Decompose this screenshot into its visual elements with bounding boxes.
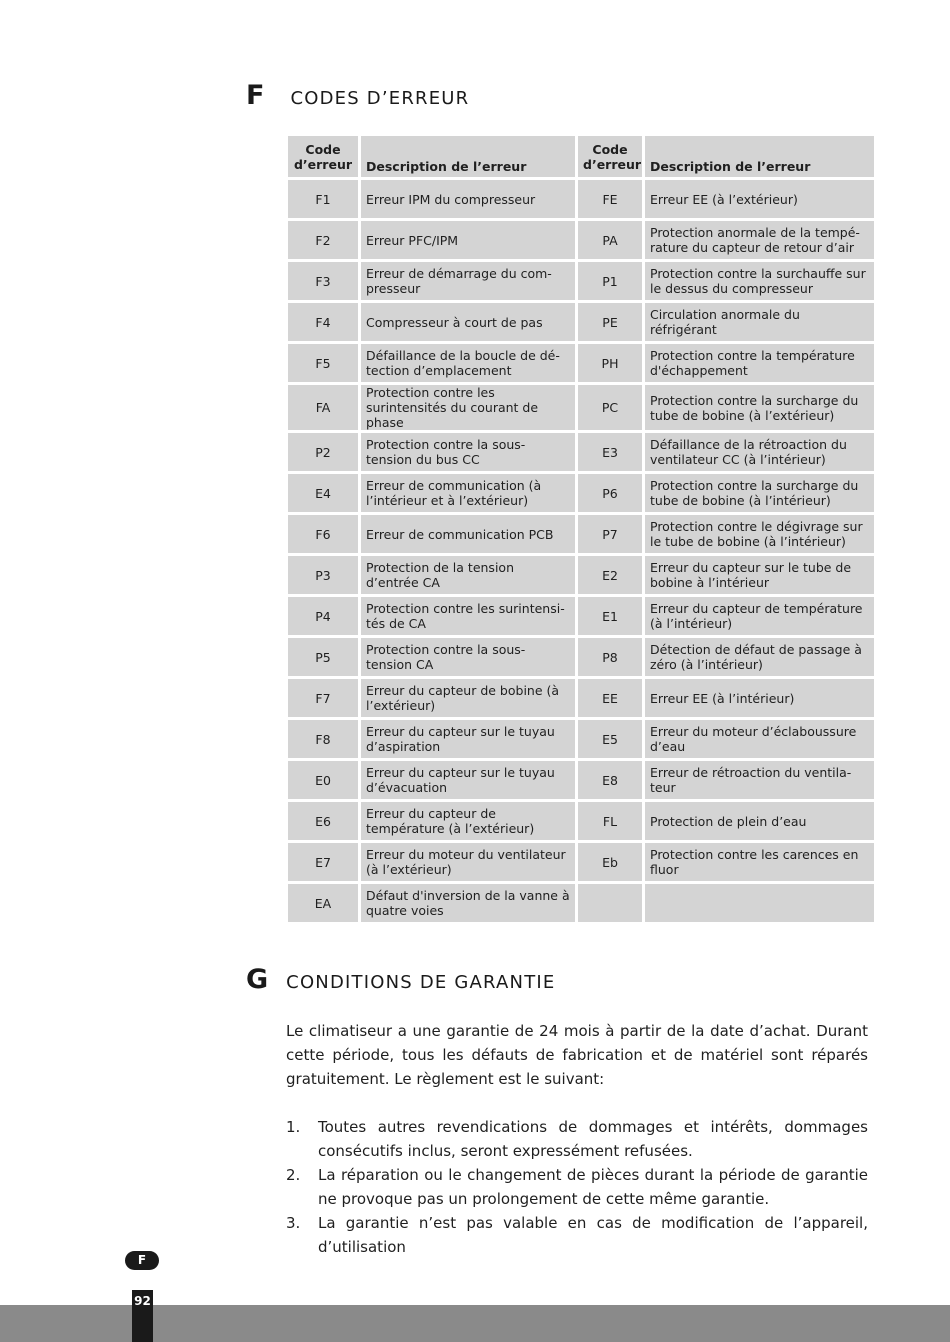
error-code-left: F7 xyxy=(288,679,358,717)
error-code-table xyxy=(285,133,877,925)
error-code-left: E6 xyxy=(288,802,358,840)
error-code-left: P4 xyxy=(288,597,358,635)
error-code-right: FE xyxy=(578,180,642,218)
error-description-right: Erreur du capteur sur le tube de bobine à l’intérieur xyxy=(645,556,874,594)
table-row xyxy=(288,597,874,635)
error-code-right: E1 xyxy=(578,597,642,635)
error-description-left: Défaut d'inversion de la vanne à quatre voies xyxy=(361,884,575,922)
table-row xyxy=(288,720,874,758)
table-row xyxy=(288,262,874,300)
error-description-right: Circulation anormale du réfrigérant xyxy=(645,303,874,341)
error-code-right: EE xyxy=(578,679,642,717)
error-code-right: Eb xyxy=(578,843,642,881)
error-code-right xyxy=(578,884,642,922)
error-code-right: P8 xyxy=(578,638,642,676)
list-item-text: La garantie n’est pas valable en cas de modification de l’appareil, d’utilisation xyxy=(318,1214,868,1256)
error-description-right: Protection contre la surcharge du tube de bobine (à l’intérieur) xyxy=(645,474,874,512)
header-description-left: Description de l’erreur xyxy=(361,136,575,177)
error-description-right: Erreur EE (à l’intérieur) xyxy=(645,679,874,717)
error-description-left: Protection contre les surintensi-tés de CA xyxy=(361,597,575,635)
error-code-left: E0 xyxy=(288,761,358,799)
error-code-right: E3 xyxy=(578,433,642,471)
section-f-heading xyxy=(246,80,469,111)
error-code-left: F8 xyxy=(288,720,358,758)
header-description-right: Description de l’erreur xyxy=(645,136,874,177)
error-code-right: PA xyxy=(578,221,642,259)
table-row xyxy=(288,638,874,676)
header-code-line2: d’erreur xyxy=(583,156,642,172)
error-description-right: Protection contre la surchauffe sur le dessus du compresseur xyxy=(645,262,874,300)
list-item xyxy=(286,1211,868,1259)
error-description-left: Protection contre la sous-tension du bus CC xyxy=(361,433,575,471)
list-item-number: 3. xyxy=(286,1214,301,1232)
header-code-line1: Code xyxy=(592,141,628,157)
section-g-heading xyxy=(246,964,555,995)
table-row xyxy=(288,843,874,881)
header-code-line1: Code xyxy=(305,141,341,157)
error-code-right: P1 xyxy=(578,262,642,300)
error-description-left: Erreur IPM du compresseur xyxy=(361,180,575,218)
table-row xyxy=(288,802,874,840)
error-code-right: PH xyxy=(578,344,642,382)
table-row xyxy=(288,556,874,594)
table-row xyxy=(288,884,874,922)
error-description-left: Erreur du moteur du ventilateur (à l’extérieur) xyxy=(361,843,575,881)
list-item-number: 1. xyxy=(286,1118,301,1136)
error-description-left: Erreur du capteur sur le tuyau d’aspiration xyxy=(361,720,575,758)
section-title: CONDITIONS DE GARANTIE xyxy=(286,972,556,993)
error-description-right: Protection de plein d’eau xyxy=(645,802,874,840)
table-row xyxy=(288,515,874,553)
error-code-left: P3 xyxy=(288,556,358,594)
table-row xyxy=(288,344,874,382)
error-code-left: EA xyxy=(288,884,358,922)
error-description-left: Erreur de communication PCB xyxy=(361,515,575,553)
table-header-row xyxy=(288,136,874,177)
error-code-left: F5 xyxy=(288,344,358,382)
error-description-left: Erreur du capteur de température (à l’extérieur) xyxy=(361,802,575,840)
error-code-right: PE xyxy=(578,303,642,341)
table-row xyxy=(288,433,874,471)
error-code-left: FA xyxy=(288,385,358,430)
table-row xyxy=(288,221,874,259)
error-code-left: F2 xyxy=(288,221,358,259)
error-description-left: Erreur PFC/IPM xyxy=(361,221,575,259)
error-code-left: F4 xyxy=(288,303,358,341)
table-row xyxy=(288,385,874,430)
error-description-right xyxy=(645,884,874,922)
error-description-right: Protection anormale de la tempé-rature du capteur de retour d’air xyxy=(645,221,874,259)
error-code-right: E2 xyxy=(578,556,642,594)
table-row xyxy=(288,474,874,512)
error-code-right: PC xyxy=(578,385,642,430)
list-item xyxy=(286,1163,868,1211)
language-badge: F xyxy=(125,1251,159,1270)
error-description-left: Protection contre les surintensités du courant de phase xyxy=(361,385,575,430)
error-description-right: Détection de défaut de passage à zéro (à l’intérieur) xyxy=(645,638,874,676)
list-item-number: 2. xyxy=(286,1166,301,1184)
error-code-right: P6 xyxy=(578,474,642,512)
table-body xyxy=(288,180,874,922)
error-code-right: E5 xyxy=(578,720,642,758)
error-description-right: Erreur de rétroaction du ventila-teur xyxy=(645,761,874,799)
error-description-left: Compresseur à court de pas xyxy=(361,303,575,341)
warranty-intro: Le climatiseur a une garantie de 24 mois à partir de la date d’achat. Durant cette période, tous les défauts de fabrication et de matériel sont réparés gratuitement. Le règlement est le suivant: xyxy=(286,1022,868,1088)
error-code-left: E7 xyxy=(288,843,358,881)
page-number: 92 xyxy=(132,1290,153,1342)
error-description-right: Erreur du moteur d’éclaboussure d’eau xyxy=(645,720,874,758)
list-item-text: La réparation ou le changement de pièces durant la période de garantie ne provoque pas un prolongement de cette même garantie. xyxy=(318,1166,868,1208)
error-description-right: Erreur du capteur de température (à l’intérieur) xyxy=(645,597,874,635)
error-description-left: Défaillance de la boucle de dé-tection d’emplacement xyxy=(361,344,575,382)
error-description-left: Erreur de communication (à l’intérieur et à l’extérieur) xyxy=(361,474,575,512)
error-code-right: E8 xyxy=(578,761,642,799)
header-code-line2: d’erreur xyxy=(293,156,353,172)
error-description-right: Protection contre la température d'échappement xyxy=(645,344,874,382)
section-letter: G xyxy=(246,964,269,995)
table-row xyxy=(288,180,874,218)
error-description-right: Protection contre le dégivrage sur le tube de bobine (à l’intérieur) xyxy=(645,515,874,553)
list-item-text: Toutes autres revendications de dommages et intérêts, dommages consécutifs inclus, seront expressément refusées. xyxy=(318,1118,868,1160)
error-description-right: Défaillance de la rétroaction du ventilateur CC (à l’intérieur) xyxy=(645,433,874,471)
table-row xyxy=(288,679,874,717)
error-description-left: Erreur du capteur de bobine (à l’extérieur) xyxy=(361,679,575,717)
error-code-left: F3 xyxy=(288,262,358,300)
error-description-right: Protection contre la surcharge du tube de bobine (à l’extérieur) xyxy=(645,385,874,430)
error-description-left: Protection contre la sous-tension CA xyxy=(361,638,575,676)
warranty-list xyxy=(286,1115,868,1259)
error-code-right: FL xyxy=(578,802,642,840)
error-code-right: P7 xyxy=(578,515,642,553)
error-code-left: F1 xyxy=(288,180,358,218)
error-code-left: E4 xyxy=(288,474,358,512)
section-letter: F xyxy=(246,80,265,111)
header-code-left xyxy=(288,136,358,177)
error-description-left: Erreur du capteur sur le tuyau d’évacuation xyxy=(361,761,575,799)
error-code-left: P2 xyxy=(288,433,358,471)
error-code-left: P5 xyxy=(288,638,358,676)
error-description-left: Erreur de démarrage du com-presseur xyxy=(361,262,575,300)
error-description-right: Protection contre les carences en fluor xyxy=(645,843,874,881)
error-code-left: F6 xyxy=(288,515,358,553)
header-code-right xyxy=(578,136,642,177)
warranty-text xyxy=(286,1019,868,1259)
section-title: CODES D’ERREUR xyxy=(290,88,470,109)
list-item xyxy=(286,1115,868,1163)
table-row xyxy=(288,761,874,799)
error-description-left: Protection de la tension d’entrée CA xyxy=(361,556,575,594)
error-description-right: Erreur EE (à l’extérieur) xyxy=(645,180,874,218)
table-row xyxy=(288,303,874,341)
